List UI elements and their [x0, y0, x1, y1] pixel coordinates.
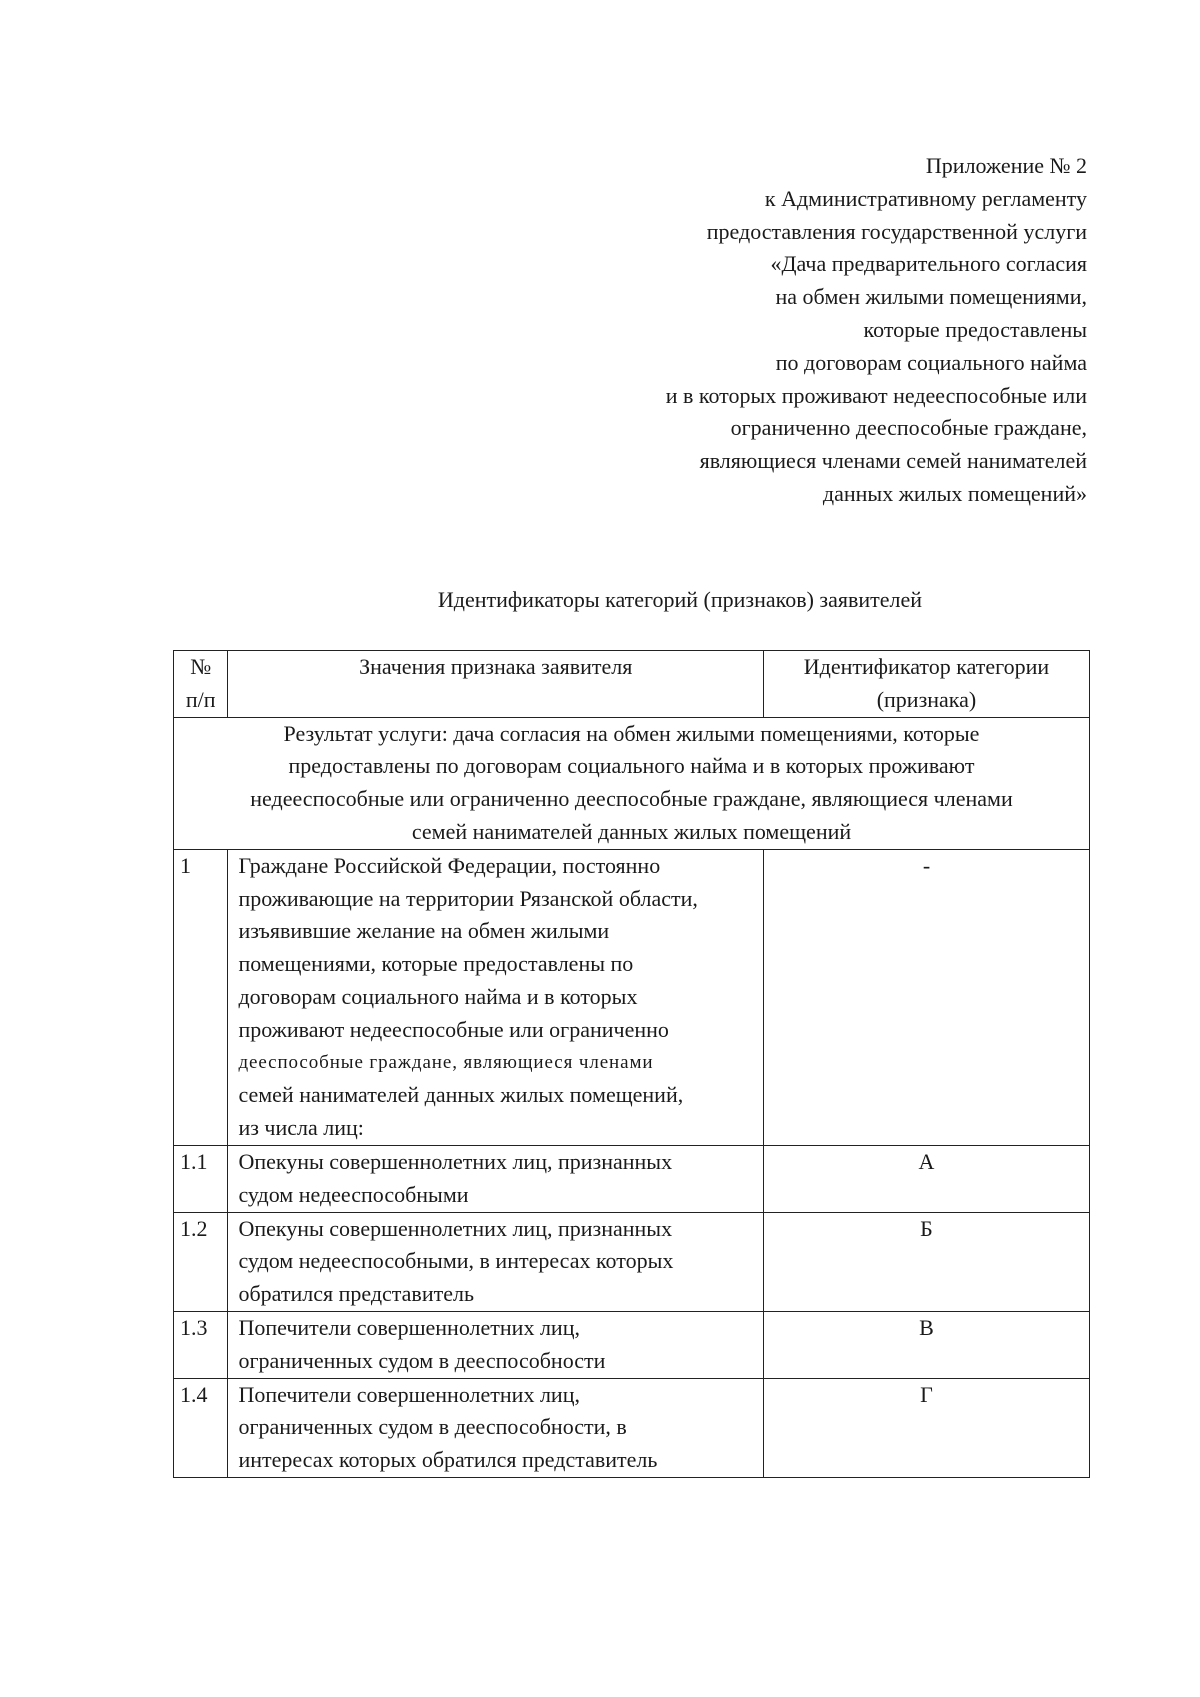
result-line: Результат услуги: дача согласия на обмен жилыми помещениями, которые	[283, 720, 980, 746]
document-title: Идентификаторы категорий (признаков) заявителей	[437, 587, 923, 612]
appendix-line: и в которых проживают недееспособные или	[665, 382, 1087, 408]
table-row	[174, 1212, 1090, 1311]
row-line: интересах которых обратился представитель	[238, 1447, 658, 1473]
table-row	[174, 849, 1090, 1145]
appendix-line: на обмен жилыми помещениями,	[775, 284, 1087, 310]
row-line: изъявившие желание на обмен жилыми	[238, 918, 610, 944]
row-line: Граждане Российской Федерации, постоянно	[238, 852, 661, 878]
row-line: Опекуны совершеннолетних лиц, признанных	[238, 1215, 673, 1241]
row-line: помещениями, которые предоставлены по	[238, 951, 634, 977]
row-num: 1.2	[174, 1212, 228, 1311]
row-line: семей нанимателей данных жилых помещений,	[238, 1082, 684, 1108]
row-line: Попечители совершеннолетних лиц,	[238, 1381, 580, 1407]
row-line: обратился представитель	[238, 1281, 474, 1307]
row-line: проживают недееспособные или ограниченно	[238, 1016, 669, 1042]
appendix-line: по договорам социального найма	[775, 349, 1087, 375]
identifiers-table	[173, 650, 1090, 1478]
result-line: недееспособные или ограниченно дееспособные граждане, являющиеся членами	[250, 786, 1013, 812]
row-num: 1	[174, 849, 228, 1145]
result-cell	[174, 717, 1090, 849]
row-line: судом недееспособными, в интересах которых	[238, 1248, 674, 1274]
appendix-line: ограниченно дееспособные граждане,	[730, 415, 1087, 441]
row-line: проживающие на территории Рязанской области,	[238, 885, 698, 911]
result-line: предоставлены по договорам социального найма и в которых проживают	[288, 753, 975, 779]
row-num: 1.1	[174, 1145, 228, 1212]
result-row	[174, 717, 1090, 849]
row-id: В	[763, 1311, 1089, 1378]
table-row	[174, 1311, 1090, 1378]
appendix-line: Приложение № 2	[925, 153, 1087, 178]
row-id: Б	[763, 1212, 1089, 1311]
row-num: 1.4	[174, 1378, 228, 1477]
header-id	[763, 651, 1089, 718]
row-value	[228, 1145, 764, 1212]
table-header-row	[174, 651, 1090, 718]
row-line: из числа лиц:	[238, 1115, 364, 1141]
table-row	[174, 1145, 1090, 1212]
row-num: 1.3	[174, 1311, 228, 1378]
row-line: договорам социального найма и в которых	[238, 983, 638, 1009]
row-value	[228, 1212, 764, 1311]
result-line: семей нанимателей данных жилых помещений	[411, 818, 852, 844]
appendix-header	[666, 150, 1087, 511]
appendix-line: к Административному регламенту	[764, 185, 1087, 211]
row-id: А	[763, 1145, 1089, 1212]
row-id: -	[763, 849, 1089, 1145]
row-line: дееспособные граждане, являющиеся членами	[238, 1051, 654, 1073]
appendix-line: предоставления государственной услуги	[706, 218, 1087, 244]
row-line: ограниченных судом в дееспособности, в	[238, 1414, 627, 1440]
table-row	[174, 1378, 1090, 1477]
row-value	[228, 1378, 764, 1477]
appendix-line: данных жилых помещений»	[822, 480, 1087, 506]
appendix-line: являющиеся членами семей нанимателей	[699, 448, 1087, 474]
row-line: судом недееспособными	[238, 1181, 469, 1207]
row-line: Опекуны совершеннолетних лиц, признанных	[238, 1148, 673, 1174]
header-num-line1: №	[190, 654, 212, 679]
row-value	[228, 1311, 764, 1378]
header-value: Значения признака заявителя	[228, 651, 764, 718]
header-id-line1: Идентификатор категории	[803, 654, 1050, 679]
row-line: ограниченных судом в дееспособности	[238, 1347, 606, 1373]
header-num	[174, 651, 228, 718]
appendix-line: которые предоставлены	[863, 316, 1087, 342]
header-num-line2: п/п	[185, 686, 216, 712]
row-value	[228, 849, 764, 1145]
appendix-line: «Дача предварительного согласия	[770, 251, 1087, 277]
row-id: Г	[763, 1378, 1089, 1477]
header-id-line2: (признака)	[876, 686, 977, 712]
row-line: Попечители совершеннолетних лиц,	[238, 1314, 580, 1340]
